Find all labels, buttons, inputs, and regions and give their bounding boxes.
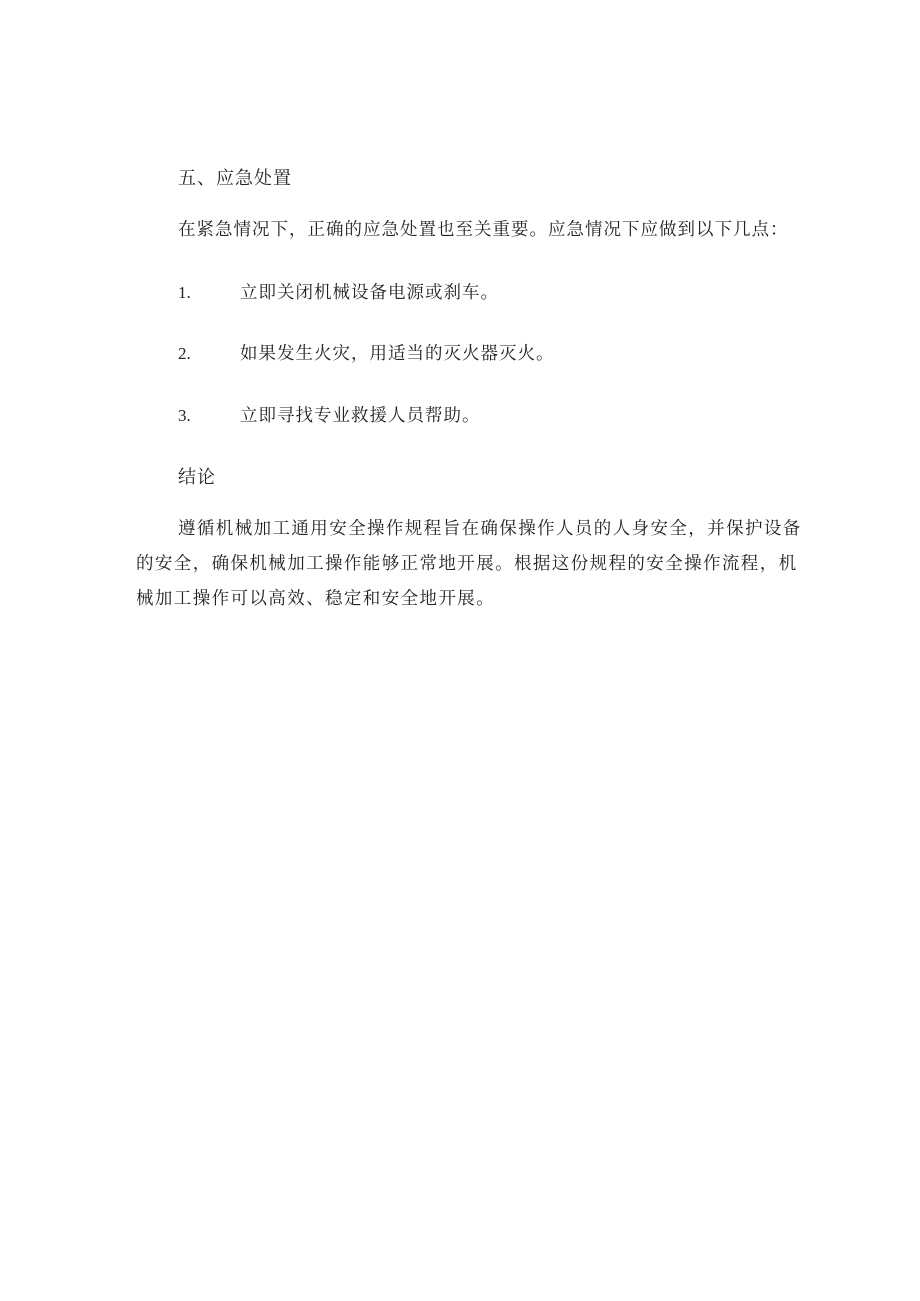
list-number: 1. (178, 283, 191, 302)
conclusion-heading: 结论 (178, 467, 216, 488)
conclusion-line: 遵循机械加工通用安全操作规程旨在确保操作人员的人身安全，并保护设备 (178, 519, 802, 539)
list-text: 立即关闭机械设备电源或刹车。 (240, 283, 499, 303)
list-text: 立即寻找专业救援人员帮助。 (240, 406, 481, 426)
conclusion-paragraph (136, 512, 802, 617)
list-item (178, 280, 798, 306)
section-heading: 五、应急处置 (178, 168, 292, 189)
list-number: 2. (178, 344, 191, 363)
list-text: 如果发生火灾，用适当的灭火器灭火。 (240, 344, 555, 364)
list-item (178, 403, 798, 429)
conclusion-line: 械加工操作可以高效、稳定和安全地开展。 (136, 589, 496, 609)
list-item (178, 341, 798, 367)
intro-paragraph: 在紧急情况下，正确的应急处置也至关重要。应急情况下应做到以下几点： (178, 220, 789, 240)
list-number: 3. (178, 406, 191, 425)
conclusion-line: 的安全，确保机械加工操作能够正常地开展。根据这份规程的安全操作流程，机 (136, 554, 798, 574)
